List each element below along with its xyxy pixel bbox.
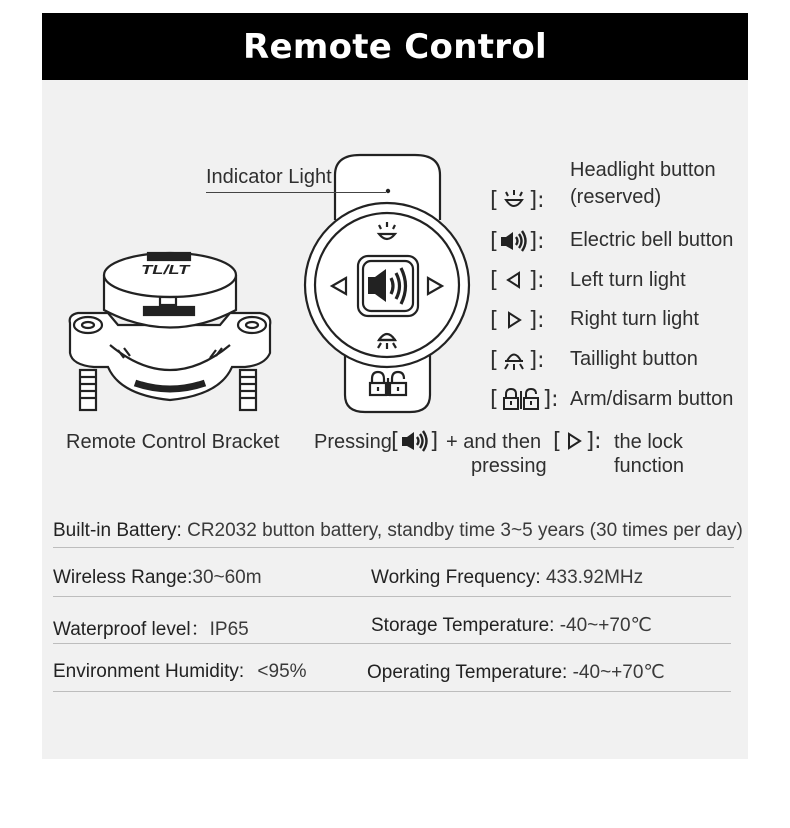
divider	[53, 691, 731, 692]
legend-row-lock: [ ]:	[490, 386, 559, 412]
legend-text-headlight: Headlight button	[570, 159, 716, 181]
spec-battery-label: Built-in Battery:	[53, 520, 182, 541]
lock-instruction-right-key: [ ]:	[553, 428, 602, 454]
lock-instruction-plus-then: + and then	[446, 431, 542, 453]
title-bar	[42, 13, 748, 80]
taillight-icon	[499, 347, 529, 373]
spec-waterproof-value: IP65	[209, 619, 249, 640]
spec-waterproof-label: Waterproof level：	[53, 619, 210, 640]
legend-text-lock: Arm/disarm button	[570, 388, 734, 410]
spec-storage-value: -40~+70℃	[559, 615, 652, 636]
legend-text-right-turn: Right turn light	[570, 308, 699, 330]
spec-humidity-label: Environment Humidity:	[53, 661, 245, 682]
divider	[53, 547, 734, 548]
legend-text-bell: Electric bell button	[570, 229, 734, 251]
spec-storage-label: Storage Temperature:	[371, 615, 555, 636]
bracket-caption: Remote Control Bracket	[66, 431, 280, 453]
legend-text-taillight: Taillight button	[570, 348, 698, 370]
spec-frequency	[371, 567, 643, 589]
spec-frequency-value: 433.92MHz	[545, 567, 644, 588]
spec-operating-value: -40~+70℃	[572, 662, 665, 683]
spec-storage	[371, 614, 652, 637]
spec-range-value: 30~60m	[192, 567, 262, 588]
legend-row-left-turn: [ ]:	[490, 267, 545, 293]
indicator-light-label: Indicator Light	[206, 166, 332, 188]
right-turn-icon	[499, 307, 529, 333]
spec-humidity-value: <95%	[257, 661, 307, 682]
lock-instruction-function: function	[614, 455, 685, 477]
headlight-icon	[499, 187, 529, 213]
right-turn-icon	[562, 428, 586, 454]
bell-icon	[499, 228, 529, 254]
lock-instruction-bell-key: [ ]	[391, 428, 439, 454]
lock-icon	[499, 386, 543, 412]
spec-battery	[53, 520, 743, 542]
spec-battery-value: CR2032 button battery, standby time 3~5 years (30 times per day)	[187, 520, 743, 541]
divider	[53, 643, 731, 644]
divider	[53, 596, 731, 597]
spec-operating	[367, 661, 665, 684]
left-turn-icon	[499, 267, 529, 293]
indicator-leader-line	[206, 192, 386, 193]
bracket-top-mark: TL/LT	[141, 262, 190, 277]
legend-row-right-turn: [ ]:	[490, 307, 545, 333]
spec-range-label: Wireless Range:	[53, 567, 193, 588]
lock-instruction-the-lock: the lock	[614, 431, 683, 453]
bell-icon	[400, 428, 430, 454]
legend-text-left-turn: Left turn light	[570, 269, 686, 291]
legend-row-bell: [ ]:	[490, 228, 545, 254]
legend-row-taillight: [ ]:	[490, 347, 545, 373]
lock-instruction-pressing2: pressing	[471, 455, 547, 477]
spec-operating-label: Operating Temperature:	[367, 662, 568, 683]
spec-frequency-label: Working Frequency:	[371, 567, 541, 588]
lock-instruction-pressing: Pressing	[314, 431, 392, 453]
page-title: Remote Control	[243, 27, 547, 67]
spec-waterproof	[53, 614, 249, 641]
spec-range	[53, 567, 262, 589]
legend-text-headlight-note: (reserved)	[570, 186, 662, 208]
remote-illustration	[300, 150, 475, 420]
spec-humidity	[53, 661, 307, 683]
legend-row-headlight: [ ]:	[490, 187, 545, 213]
